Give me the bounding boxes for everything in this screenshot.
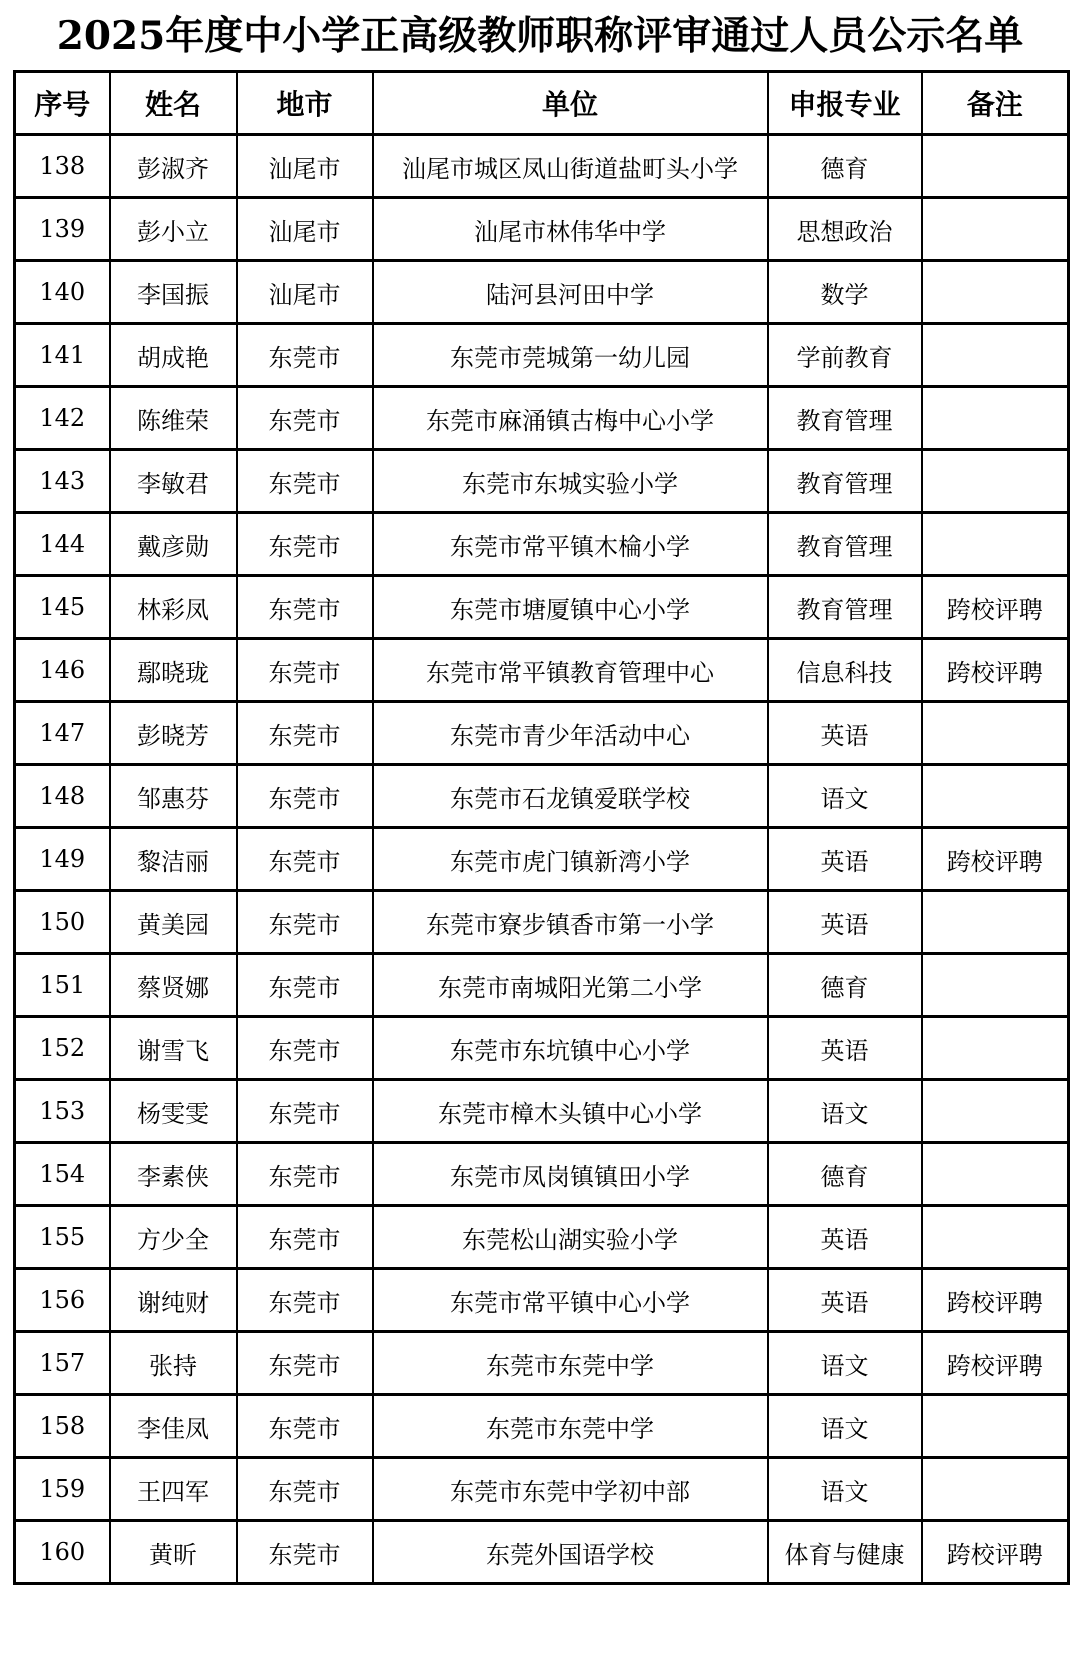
cell-unit: 东莞市东莞中学初中部 bbox=[373, 1458, 768, 1521]
table-row bbox=[15, 1080, 1069, 1143]
cell-city: 东莞市 bbox=[237, 1521, 373, 1584]
cell-name: 谢雪飞 bbox=[110, 1017, 237, 1080]
cell-serial: 146 bbox=[15, 639, 110, 702]
table-row bbox=[15, 1269, 1069, 1332]
cell-city: 东莞市 bbox=[237, 891, 373, 954]
cell-serial: 155 bbox=[15, 1206, 110, 1269]
cell-serial: 152 bbox=[15, 1017, 110, 1080]
cell-specialty: 英语 bbox=[768, 1206, 922, 1269]
cell-serial: 150 bbox=[15, 891, 110, 954]
cell-unit: 东莞市石龙镇爱联学校 bbox=[373, 765, 768, 828]
cell-serial: 153 bbox=[15, 1080, 110, 1143]
cell-remarks bbox=[922, 891, 1069, 954]
table-row bbox=[15, 261, 1069, 324]
cell-specialty: 学前教育 bbox=[768, 324, 922, 387]
cell-remarks bbox=[922, 198, 1069, 261]
table-row bbox=[15, 1017, 1069, 1080]
cell-remarks bbox=[922, 765, 1069, 828]
cell-remarks: 跨校评聘 bbox=[922, 1269, 1069, 1332]
cell-name: 陈维荣 bbox=[110, 387, 237, 450]
table-row bbox=[15, 639, 1069, 702]
table-row bbox=[15, 1395, 1069, 1458]
cell-name: 李敏君 bbox=[110, 450, 237, 513]
cell-city: 东莞市 bbox=[237, 513, 373, 576]
cell-remarks bbox=[922, 387, 1069, 450]
cell-remarks bbox=[922, 1395, 1069, 1458]
cell-name: 鄢晓珑 bbox=[110, 639, 237, 702]
cell-specialty: 英语 bbox=[768, 702, 922, 765]
cell-city: 东莞市 bbox=[237, 576, 373, 639]
table-row bbox=[15, 513, 1069, 576]
cell-city: 东莞市 bbox=[237, 702, 373, 765]
cell-unit: 陆河县河田中学 bbox=[373, 261, 768, 324]
cell-unit: 东莞市东莞中学 bbox=[373, 1395, 768, 1458]
cell-unit: 汕尾市林伟华中学 bbox=[373, 198, 768, 261]
cell-specialty: 数学 bbox=[768, 261, 922, 324]
cell-remarks bbox=[922, 450, 1069, 513]
cell-unit: 东莞市莞城第一幼儿园 bbox=[373, 324, 768, 387]
table-row bbox=[15, 765, 1069, 828]
cell-specialty: 英语 bbox=[768, 1017, 922, 1080]
cell-remarks bbox=[922, 1206, 1069, 1269]
cell-remarks bbox=[922, 1017, 1069, 1080]
cell-serial: 139 bbox=[15, 198, 110, 261]
cell-remarks bbox=[922, 1143, 1069, 1206]
column-header-unit: 单位 bbox=[373, 72, 768, 135]
table-row bbox=[15, 954, 1069, 1017]
cell-remarks bbox=[922, 954, 1069, 1017]
cell-specialty: 语文 bbox=[768, 1395, 922, 1458]
cell-specialty: 语文 bbox=[768, 765, 922, 828]
cell-serial: 157 bbox=[15, 1332, 110, 1395]
table-row bbox=[15, 702, 1069, 765]
table-row bbox=[15, 1332, 1069, 1395]
cell-specialty: 思想政治 bbox=[768, 198, 922, 261]
column-header-serial: 序号 bbox=[15, 72, 110, 135]
table-row bbox=[15, 387, 1069, 450]
column-header-specialty: 申报专业 bbox=[768, 72, 922, 135]
cell-specialty: 信息科技 bbox=[768, 639, 922, 702]
cell-city: 东莞市 bbox=[237, 828, 373, 891]
cell-unit: 东莞松山湖实验小学 bbox=[373, 1206, 768, 1269]
table-row bbox=[15, 828, 1069, 891]
cell-name: 李佳凤 bbox=[110, 1395, 237, 1458]
cell-unit: 东莞市常平镇中心小学 bbox=[373, 1269, 768, 1332]
page-title: 2025年度中小学正高级教师职称评审通过人员公示名单 bbox=[56, 13, 1024, 59]
cell-serial: 138 bbox=[15, 135, 110, 198]
cell-unit: 东莞市常平镇木棆小学 bbox=[373, 513, 768, 576]
cell-name: 邹惠芬 bbox=[110, 765, 237, 828]
cell-unit: 东莞市东莞中学 bbox=[373, 1332, 768, 1395]
table-row bbox=[15, 1206, 1069, 1269]
cell-specialty: 德育 bbox=[768, 135, 922, 198]
cell-specialty: 英语 bbox=[768, 891, 922, 954]
cell-serial: 140 bbox=[15, 261, 110, 324]
cell-unit: 东莞市樟木头镇中心小学 bbox=[373, 1080, 768, 1143]
cell-unit: 东莞市虎门镇新湾小学 bbox=[373, 828, 768, 891]
cell-city: 汕尾市 bbox=[237, 135, 373, 198]
cell-remarks: 跨校评聘 bbox=[922, 639, 1069, 702]
cell-city: 东莞市 bbox=[237, 387, 373, 450]
cell-unit: 东莞市东坑镇中心小学 bbox=[373, 1017, 768, 1080]
cell-city: 东莞市 bbox=[237, 1143, 373, 1206]
cell-specialty: 教育管理 bbox=[768, 450, 922, 513]
cell-name: 方少全 bbox=[110, 1206, 237, 1269]
cell-city: 东莞市 bbox=[237, 1395, 373, 1458]
cell-specialty: 语文 bbox=[768, 1458, 922, 1521]
cell-name: 谢纯财 bbox=[110, 1269, 237, 1332]
cell-name: 李素侠 bbox=[110, 1143, 237, 1206]
cell-name: 黎洁丽 bbox=[110, 828, 237, 891]
cell-unit: 东莞市麻涌镇古梅中心小学 bbox=[373, 387, 768, 450]
cell-city: 东莞市 bbox=[237, 1269, 373, 1332]
cell-serial: 143 bbox=[15, 450, 110, 513]
cell-city: 东莞市 bbox=[237, 1332, 373, 1395]
cell-name: 杨雯雯 bbox=[110, 1080, 237, 1143]
header-row bbox=[15, 72, 1069, 135]
cell-serial: 149 bbox=[15, 828, 110, 891]
column-header-name: 姓名 bbox=[110, 72, 237, 135]
cell-city: 东莞市 bbox=[237, 1080, 373, 1143]
cell-serial: 147 bbox=[15, 702, 110, 765]
cell-city: 东莞市 bbox=[237, 324, 373, 387]
cell-city: 汕尾市 bbox=[237, 198, 373, 261]
roster-table bbox=[13, 70, 1070, 1585]
cell-unit: 汕尾市城区凤山街道盐町头小学 bbox=[373, 135, 768, 198]
cell-remarks bbox=[922, 324, 1069, 387]
table-row bbox=[15, 891, 1069, 954]
cell-name: 张持 bbox=[110, 1332, 237, 1395]
cell-unit: 东莞市凤岗镇镇田小学 bbox=[373, 1143, 768, 1206]
cell-name: 彭小立 bbox=[110, 198, 237, 261]
cell-serial: 144 bbox=[15, 513, 110, 576]
cell-city: 东莞市 bbox=[237, 954, 373, 1017]
cell-name: 戴彦勋 bbox=[110, 513, 237, 576]
table-row bbox=[15, 1458, 1069, 1521]
cell-unit: 东莞市寮步镇香市第一小学 bbox=[373, 891, 768, 954]
cell-remarks bbox=[922, 261, 1069, 324]
cell-specialty: 德育 bbox=[768, 954, 922, 1017]
cell-unit: 东莞市常平镇教育管理中心 bbox=[373, 639, 768, 702]
cell-name: 蔡贤娜 bbox=[110, 954, 237, 1017]
roster-table-body bbox=[15, 135, 1069, 1584]
cell-name: 李国振 bbox=[110, 261, 237, 324]
cell-remarks: 跨校评聘 bbox=[922, 1332, 1069, 1395]
cell-serial: 148 bbox=[15, 765, 110, 828]
table-row bbox=[15, 450, 1069, 513]
cell-serial: 154 bbox=[15, 1143, 110, 1206]
cell-remarks bbox=[922, 1458, 1069, 1521]
cell-serial: 151 bbox=[15, 954, 110, 1017]
column-header-remarks: 备注 bbox=[922, 72, 1069, 135]
cell-city: 东莞市 bbox=[237, 450, 373, 513]
cell-serial: 141 bbox=[15, 324, 110, 387]
cell-name: 彭晓芳 bbox=[110, 702, 237, 765]
cell-specialty: 语文 bbox=[768, 1080, 922, 1143]
cell-specialty: 教育管理 bbox=[768, 387, 922, 450]
cell-unit: 东莞市南城阳光第二小学 bbox=[373, 954, 768, 1017]
cell-city: 东莞市 bbox=[237, 639, 373, 702]
table-row bbox=[15, 1143, 1069, 1206]
cell-serial: 142 bbox=[15, 387, 110, 450]
cell-remarks: 跨校评聘 bbox=[922, 576, 1069, 639]
cell-city: 东莞市 bbox=[237, 1017, 373, 1080]
cell-city: 东莞市 bbox=[237, 1206, 373, 1269]
column-header-city: 地市 bbox=[237, 72, 373, 135]
cell-name: 王四军 bbox=[110, 1458, 237, 1521]
cell-serial: 156 bbox=[15, 1269, 110, 1332]
cell-unit: 东莞外国语学校 bbox=[373, 1521, 768, 1584]
cell-unit: 东莞市塘厦镇中心小学 bbox=[373, 576, 768, 639]
cell-specialty: 英语 bbox=[768, 1269, 922, 1332]
cell-specialty: 英语 bbox=[768, 828, 922, 891]
cell-name: 彭淑齐 bbox=[110, 135, 237, 198]
cell-remarks bbox=[922, 1080, 1069, 1143]
cell-city: 汕尾市 bbox=[237, 261, 373, 324]
cell-unit: 东莞市青少年活动中心 bbox=[373, 702, 768, 765]
cell-name: 林彩凤 bbox=[110, 576, 237, 639]
table-row bbox=[15, 198, 1069, 261]
cell-remarks bbox=[922, 135, 1069, 198]
table-row bbox=[15, 324, 1069, 387]
cell-city: 东莞市 bbox=[237, 765, 373, 828]
cell-serial: 145 bbox=[15, 576, 110, 639]
cell-serial: 158 bbox=[15, 1395, 110, 1458]
cell-name: 黄美园 bbox=[110, 891, 237, 954]
cell-name: 胡成艳 bbox=[110, 324, 237, 387]
cell-specialty: 教育管理 bbox=[768, 513, 922, 576]
cell-serial: 160 bbox=[15, 1521, 110, 1584]
cell-specialty: 语文 bbox=[768, 1332, 922, 1395]
cell-remarks bbox=[922, 702, 1069, 765]
table-row bbox=[15, 576, 1069, 639]
cell-remarks bbox=[922, 513, 1069, 576]
table-row bbox=[15, 135, 1069, 198]
cell-specialty: 德育 bbox=[768, 1143, 922, 1206]
cell-specialty: 体育与健康 bbox=[768, 1521, 922, 1584]
table-row bbox=[15, 1521, 1069, 1584]
cell-city: 东莞市 bbox=[237, 1458, 373, 1521]
cell-remarks: 跨校评聘 bbox=[922, 828, 1069, 891]
cell-remarks: 跨校评聘 bbox=[922, 1521, 1069, 1584]
cell-name: 黄昕 bbox=[110, 1521, 237, 1584]
cell-serial: 159 bbox=[15, 1458, 110, 1521]
cell-specialty: 教育管理 bbox=[768, 576, 922, 639]
cell-unit: 东莞市东城实验小学 bbox=[373, 450, 768, 513]
